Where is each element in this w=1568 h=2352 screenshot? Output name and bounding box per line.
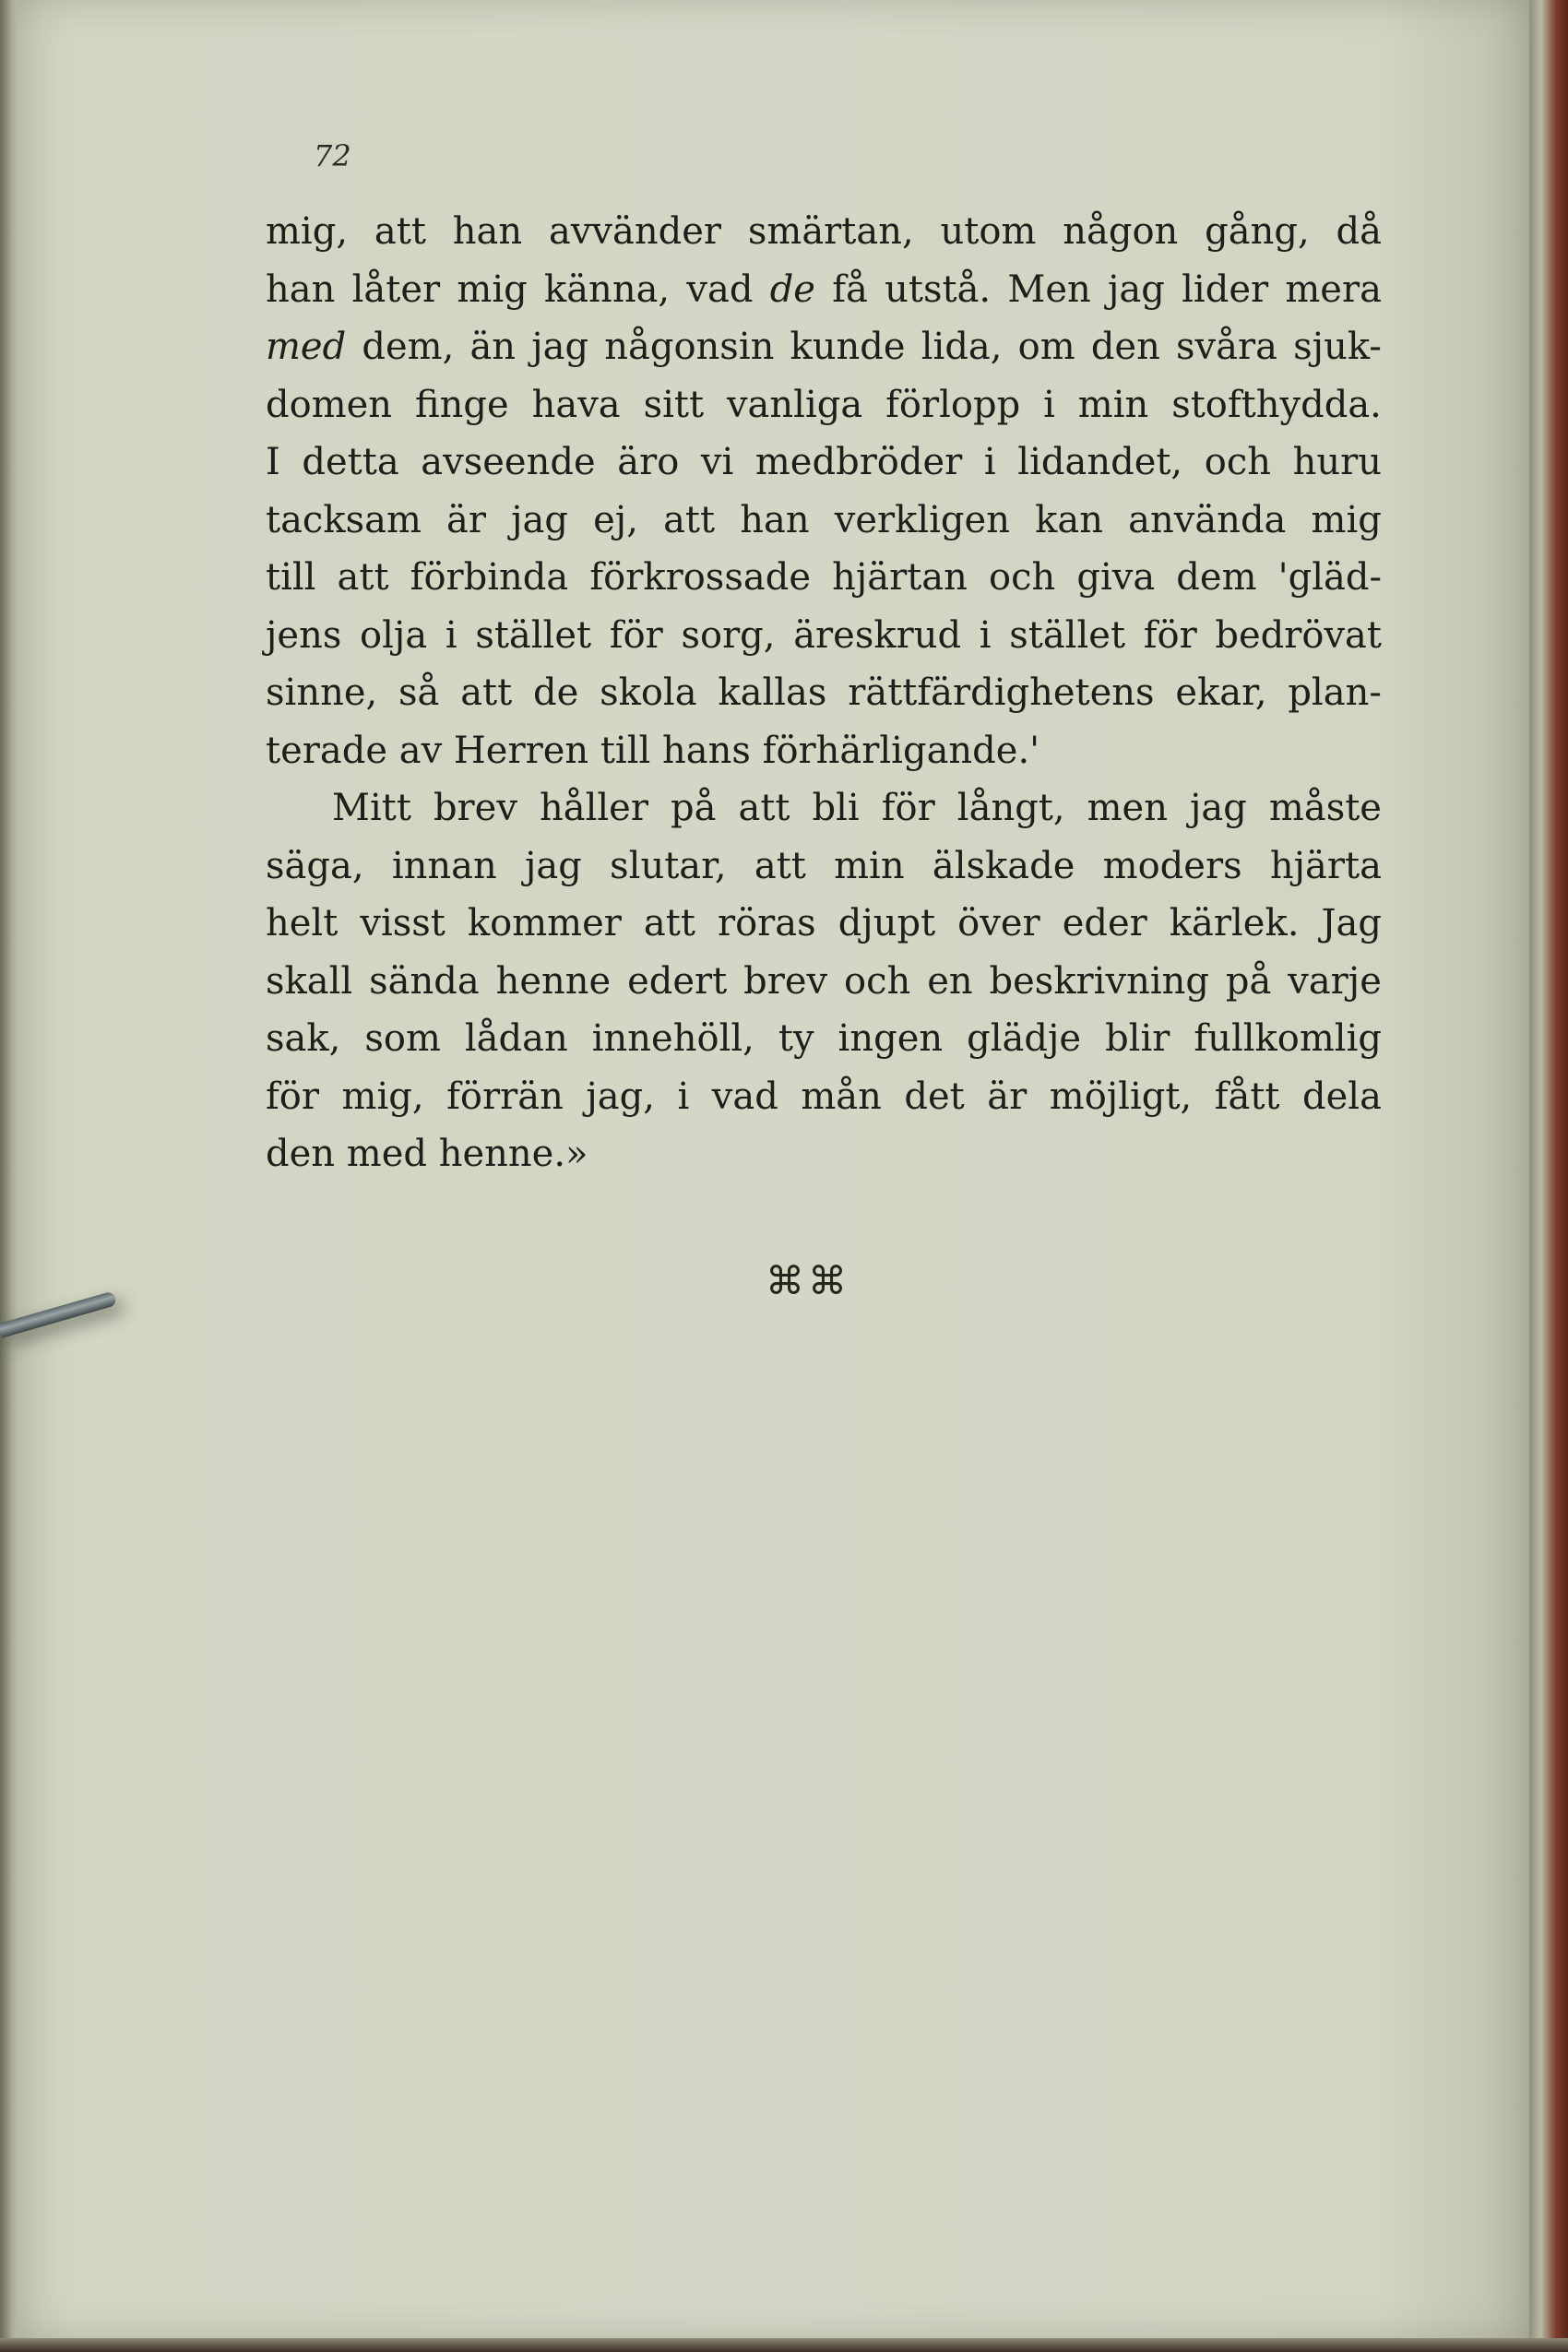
word: vad [711,1075,778,1118]
word: plan- [1288,671,1382,714]
word: för [609,613,663,657]
text-line [266,1125,1382,1183]
word: om [1017,326,1075,368]
word: röras [717,902,816,944]
word: förbinda [410,556,569,599]
word: lider [1182,267,1269,311]
word: innehöll, [591,1017,754,1060]
word: finge [414,383,509,426]
word: mån [801,1075,882,1118]
word: svåra [1176,326,1277,368]
word: I [266,441,280,483]
text-line [266,953,1382,1011]
word: mig [1311,498,1382,541]
word: brev [743,959,828,1003]
text-line [266,549,1382,607]
word: min [1077,383,1149,426]
word: än [469,326,517,368]
text-line [266,1068,1382,1126]
word: olja [360,613,428,657]
word: sända [369,959,480,1003]
text-line [266,492,1382,550]
word: visst [360,902,445,944]
word: jag, [586,1075,655,1118]
word: att [337,556,389,599]
word: är [446,498,486,541]
word: håller [539,787,648,829]
text-line [266,203,1382,261]
word: använda [1128,498,1287,541]
word: på [671,787,717,829]
word: innan [391,844,497,887]
word: djupt [837,902,936,944]
word: att [754,844,806,887]
word: förrän [446,1075,564,1118]
word: jag [525,844,582,887]
text-line [266,895,1382,953]
word: dela [1302,1075,1382,1118]
word: beskrivning [989,959,1209,1003]
word: moders [1102,844,1242,887]
word: blir [1105,1017,1170,1060]
word: förlopp [885,383,1021,426]
word: förhärligande.' [762,729,1040,772]
word: sitt [643,383,705,426]
word: kunde [790,326,906,368]
book-page [17,0,1529,2338]
word: helt [266,902,339,944]
word: jag [1190,787,1247,829]
word: kärlek. [1169,902,1300,944]
word: ej, [593,498,638,541]
word: och [1204,441,1271,483]
text-line [266,376,1382,434]
word: de [769,267,815,311]
page-number: 72 [314,138,351,173]
word: varje [1288,959,1382,1003]
word: han [740,498,810,541]
word: då [1336,210,1382,253]
word: mera [1285,267,1382,311]
word: äreskrud [793,613,962,657]
word: och [989,556,1056,599]
word: sjuk- [1293,326,1382,368]
word: långt, [956,787,1065,829]
word: en [927,959,973,1003]
text-line [266,318,1382,376]
word: jag [531,326,589,368]
word: ekar, [1175,671,1267,714]
text-line [266,779,1382,837]
text-line [266,837,1382,896]
word: för [881,787,935,829]
word: ingen [837,1017,944,1060]
word: att [738,787,790,829]
word: få [832,267,868,311]
word: säga, [266,844,364,887]
word: i [1043,383,1055,426]
body-text [266,203,1382,1183]
word: skall [266,959,353,1003]
page-bottom-edge [0,2338,1568,2352]
word: domen [266,383,393,426]
word: henne [495,959,612,1003]
text-line [266,1010,1382,1068]
word: 'gläd- [1277,556,1382,599]
word: min [834,844,905,887]
word: Jag [1321,902,1382,944]
text-line [266,261,1382,319]
word: på [1225,959,1272,1003]
word: dem [1176,556,1257,599]
word: måste [1268,787,1382,829]
word: hjärta [1269,844,1382,887]
word: så [398,671,440,714]
word: mig, [266,210,349,253]
word: hava [531,383,621,426]
word: slutar, [610,844,727,887]
word: stället [475,613,592,657]
word: sinne, [266,671,378,714]
word: Men [1007,267,1091,311]
word: för [266,1075,320,1118]
word: stället [1009,613,1126,657]
word: jag [1108,267,1165,311]
word: kallas [718,671,827,714]
word: edert [627,959,728,1003]
word: bedrövat [1215,613,1382,657]
word: skola [600,671,697,714]
word: att [374,210,426,253]
word: till [266,556,316,599]
word: avvänder [548,210,722,253]
word: i [445,613,457,657]
word: med [266,326,347,368]
word: verkligen [834,498,1010,541]
word: kan [1035,498,1103,541]
word: älskade [932,844,1075,887]
text-line [266,434,1382,492]
word: brev [433,787,517,829]
word: han [266,267,336,311]
word: giva [1076,556,1156,599]
word: dem, [362,326,455,368]
text-line [266,722,1382,780]
ornament-glyph: ⌘⌘ [766,1258,850,1303]
word: i [983,441,996,483]
word: i [979,613,992,657]
word: fått [1214,1075,1280,1118]
word: tacksam [266,498,422,541]
word: att [643,902,695,944]
word: hjärtan [832,556,968,599]
word: utstå. [885,267,992,311]
word: men [1087,787,1168,829]
word: terade [266,729,387,772]
word: detta [302,441,399,483]
word: huru [1292,441,1382,483]
word: som [364,1017,441,1060]
word: hans [662,729,751,772]
word: smärtan, [747,210,914,253]
next-page-edge [1529,0,1568,2352]
word: fullkomlig [1194,1017,1382,1060]
word: kommer [467,902,622,944]
word: glädje [967,1017,1082,1060]
word: för [1143,613,1197,657]
word: det [904,1075,965,1118]
word: ty [778,1017,814,1060]
word: i [677,1075,690,1118]
word: han [452,210,523,253]
word: jag [511,498,568,541]
word: bli [812,787,860,829]
word: någon [1063,210,1179,253]
word: utom [940,210,1037,253]
word: är [987,1075,1028,1118]
word: rättfärdighetens [848,671,1155,714]
word: med [346,1133,427,1175]
text-line [266,607,1382,665]
word: mig [457,267,528,311]
word: till [600,729,651,772]
word: lådan [464,1017,568,1060]
word: av [398,729,443,772]
word: lidandet, [1017,441,1183,483]
word: Herren [453,729,589,772]
word: sak, [266,1017,341,1060]
word: mig, [341,1075,424,1118]
word: avseende [421,441,596,483]
word: eder [1062,902,1147,944]
word: vanliga [726,383,863,426]
word: känna, [543,267,671,311]
word: att [663,498,716,541]
word: över [957,902,1040,944]
word: låter [351,267,441,311]
word: lida, [921,326,1003,368]
word: vad [686,267,754,311]
word: att [460,671,513,714]
word: henne.» [438,1133,588,1175]
word: den [1090,326,1160,368]
word: jens [266,613,342,657]
word: de [533,671,579,714]
word: gång, [1205,210,1310,253]
word: sorg, [681,613,776,657]
word: vi [700,441,734,483]
word: möjligt, [1049,1075,1193,1118]
word: någonsin [604,326,775,368]
word: medbröder [754,441,963,483]
word: den [266,1133,336,1175]
word: Mitt [332,787,411,829]
word: förkrossade [589,556,811,599]
text-line [266,664,1382,722]
word: och [844,959,911,1003]
word: stofthydda. [1171,383,1382,426]
word: äro [617,441,680,483]
